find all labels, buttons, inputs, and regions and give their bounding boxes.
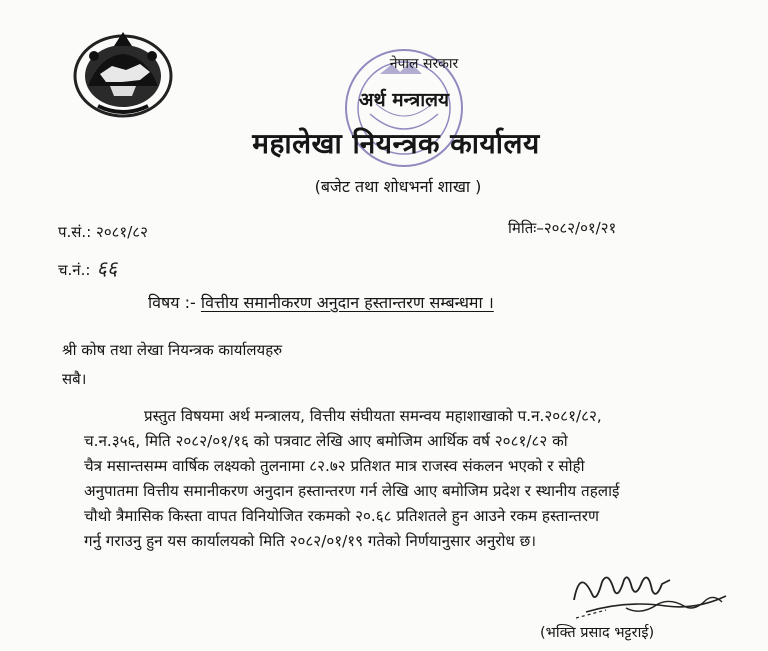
body-line: चौथो त्रैमासिक किस्ता वापत विनियोजित रकमको २०.६८ प्रतिशतले हुन आउने रकम हस्तान्तरण — [84, 507, 599, 525]
dispatch-number — [58, 254, 117, 281]
branch-name: (बजेट तथा शोधभर्ना शाखा ) — [314, 177, 482, 196]
subject-line — [148, 291, 494, 313]
body-line: च.न.३५६, मिति २०८२/०१/१६ को पत्रवाट लेखि आए बमोजिम आर्थिक वर्ष २०८१/८२ को — [84, 432, 568, 450]
government-name: नेपाल सरकार — [389, 56, 459, 72]
letter-number: प.सं.: २०८१/८२ — [58, 223, 148, 241]
body-line: चैत्र मसान्तसम्म वार्षिक लक्ष्यको तुलनामा ८२.७२ प्रतिशत मात्र राजस्व संकलन भएको र सोही — [84, 457, 585, 475]
addressee-line-1: श्री कोष तथा लेखा नियन्त्रक कार्यालयहरु — [62, 341, 283, 359]
office-title: महालेखा नियन्त्रक कार्यालय — [252, 127, 540, 160]
signer-name: (भक्ति प्रसाद भट्टराई) — [540, 625, 655, 641]
body-line: गर्नु गराउनु हुन यस कार्यालयको मिति २०८२/०१/१९ गतेको निर्णयानुसार अनुरोध छ। — [84, 532, 536, 550]
subject-label: विषय :- — [148, 293, 196, 312]
addressee-line-2: सबै। — [62, 370, 87, 388]
letter-date: मितिः–२०८२/०१/२१ — [508, 219, 617, 237]
subject-text: वित्तीय समानीकरण अनुदान हस्तान्तरण सम्बन्धमा । — [200, 293, 494, 312]
dispatch-value: ६६ — [96, 256, 118, 280]
body-line: अनुपातमा वित्तीय समानीकरण अनुदान हस्तान्तरण गर्न लेखि आए बमोजिम प्रदेश र स्थानीय तहलाई — [84, 482, 620, 500]
body-line: प्रस्तुत विषयमा अर्थ मन्त्रालय, वित्तीय संघीयता समन्वय महाशाखाको प.न.२०८१/८२, — [144, 407, 602, 425]
ministry-name: अर्थ मन्त्रालय — [358, 89, 450, 111]
handwritten-signature-icon — [566, 560, 736, 630]
letter-body — [84, 404, 698, 554]
dispatch-label: च.नं.: — [58, 261, 91, 279]
